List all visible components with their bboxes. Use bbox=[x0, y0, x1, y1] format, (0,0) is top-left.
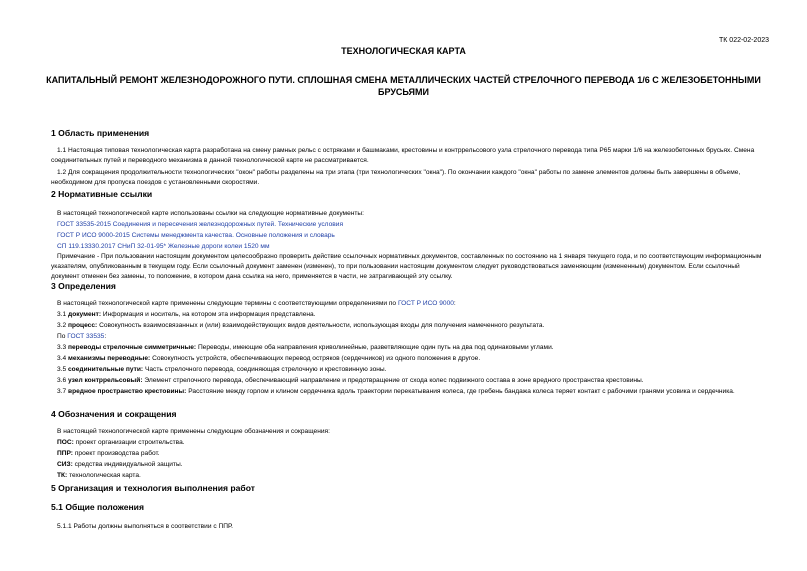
abbr-siz bbox=[57, 460, 183, 470]
abbr-siz-definition: средства индивидуальной защиты. bbox=[74, 461, 183, 468]
section-1-paragraph-1: 1.1 Настоящая типовая технологическая карта разработана на смену рамных рельс с остряками и башмаками, крестовины и контррельсового узла стрелочного перевода типа Р65 марки 1/6 на железобетонных брусьях. Смена соединительных путей и переводного механизма в данной технологической карте не рассматривается. bbox=[51, 147, 755, 164]
section-2-intro: В настоящей технологической карте использованы ссылки на следующие нормативные документы: bbox=[57, 210, 364, 217]
term-3-2-number: 3.2 bbox=[57, 322, 67, 329]
term-3-1-number: 3.1 bbox=[57, 311, 67, 318]
term-3-1-term: документ: bbox=[68, 311, 102, 318]
source-prefix: По bbox=[57, 333, 66, 340]
term-3-1 bbox=[57, 310, 316, 320]
term-3-2 bbox=[57, 321, 544, 331]
term-3-5-number: 3.5 bbox=[57, 366, 67, 373]
source-gost-33535 bbox=[57, 332, 106, 342]
abbr-tk bbox=[57, 471, 141, 481]
section-1-heading: 1 Область применения bbox=[51, 128, 150, 138]
term-3-5 bbox=[57, 365, 386, 375]
abbr-pos-term: ПОС: bbox=[57, 439, 74, 446]
term-3-6-number: 3.6 bbox=[57, 377, 67, 384]
abbr-tk-term: ТК: bbox=[57, 472, 68, 479]
section-3-intro-text: В настоящей технологической карте применены следующие термины с соответствующими определениями по bbox=[57, 300, 397, 307]
section-5-heading: 5 Организация и технология выполнения работ bbox=[51, 483, 255, 493]
abbr-ppr-term: ППР: bbox=[57, 450, 73, 457]
abbr-pos-definition: проект организации строительства. bbox=[75, 439, 185, 446]
term-3-5-term: соединительные пути: bbox=[68, 366, 144, 373]
section-2-note: Примечание - При пользовании настоящим документом целесообразно проверить действие ссылочных нормативных документов, составленных по состоянию на 1 января текущего года, и по соответствующим информационным указателям, опубликованным в текущем году. Если ссылочный документ заменен (изменен), то при пользовании настоящим документом следует руководствоваться заменяющим (измененным) документом. Если ссылочный документ отменен без замены, то положение, в котором дана ссылка на него, применяется в части, не затрагивающей эту ссылку. bbox=[51, 253, 762, 280]
term-3-4-definition: Совокупность устройств, обеспечивающих перевод остряков (сердечников) из одного положения в другое. bbox=[152, 355, 481, 362]
term-3-7-term: вредное пространство крестовины: bbox=[68, 388, 187, 395]
term-3-3-definition: Переводы, имеющие оба направления криволинейные, разветвляющие один путь на два под одинаковыми углами. bbox=[197, 344, 554, 351]
section-4-heading: 4 Обозначения и сокращения bbox=[51, 409, 177, 419]
term-3-2-term: процесс: bbox=[68, 322, 98, 329]
normative-link-1[interactable]: ГОСТ 33535-2015 Соединения и пересечения железнодорожных путей. Технические условия bbox=[57, 221, 344, 228]
source-colon: : bbox=[104, 333, 107, 340]
term-3-7-number: 3.7 bbox=[57, 388, 67, 395]
gost-iso-9000-link[interactable]: ГОСТ Р ИСО 9000 bbox=[397, 300, 454, 307]
term-3-3 bbox=[57, 343, 554, 353]
document-subtitle: КАПИТАЛЬНЫЙ РЕМОНТ ЖЕЛЕЗНОДОРОЖНОГО ПУТИ. СПЛОШНАЯ СМЕНА МЕТАЛЛИЧЕСКИХ ЧАСТЕЙ СТРЕЛОЧНОГО ПЕРЕВОДА 1/6 С ЖЕЛЕЗОБЕТОННЫМИ БРУСЬЯМИ bbox=[46, 75, 761, 97]
gost-33535-link[interactable]: ГОСТ 33535 bbox=[67, 333, 105, 340]
term-3-4-term: механизмы переводные: bbox=[68, 355, 151, 362]
abbr-ppr-definition: проект производства работ. bbox=[74, 450, 160, 457]
term-3-6 bbox=[57, 376, 644, 386]
term-3-1-definition: Информация и носитель, на котором эта информация представлена. bbox=[102, 311, 316, 318]
document-number: ТК 022-02-2023 bbox=[719, 37, 769, 44]
abbr-siz-term: СИЗ: bbox=[57, 461, 73, 468]
term-3-7 bbox=[51, 387, 767, 397]
term-3-4-number: 3.4 bbox=[57, 355, 67, 362]
term-3-2-definition: Совокупность взаимосвязанных и (или) взаимодействующих видов деятельности, использующая входы для получения намеченного результата. bbox=[99, 322, 545, 329]
term-3-6-definition: Элемент стрелочного перевода, обеспечивающий направление и предотвращение от схода колес подвижного состава в зоне вредного пространства крестовины. bbox=[144, 377, 644, 384]
section-2-heading: 2 Нормативные ссылки bbox=[51, 189, 153, 199]
section-5-1-1-paragraph: 5.1.1 Работы должны выполняться в соответствии с ППР. bbox=[57, 523, 233, 530]
term-3-6-term: узел контррельсовый: bbox=[68, 377, 143, 384]
normative-link-3[interactable]: СП 119.13330.2017 СНиП 32-01-95* Железные дороги колеи 1520 мм bbox=[57, 243, 270, 250]
term-3-7-definition: Расстояние между горлом и клином сердечника вдоль траектории перекатывания колеса, где гребень бандажа колеса теряет контакт с рабочими гранями усовика и сердечника. bbox=[188, 388, 735, 395]
term-3-5-definition: Часть стрелочного перевода, соединяющая стрелочную и крестовинную зоны. bbox=[144, 366, 387, 373]
document-title: ТЕХНОЛОГИЧЕСКАЯ КАРТА bbox=[341, 46, 466, 56]
intro-colon: : bbox=[453, 300, 456, 307]
section-3-intro bbox=[57, 299, 456, 309]
abbr-tk-definition: технологическая карта. bbox=[69, 472, 141, 479]
section-1-paragraph-2: 1.2 Для сокращения продолжительности технологических "окон" работы разделены на три этапа (три технологических "окна"). По окончании каждого "окна" работы по замене элементов должны быть завершены в объеме, необходимом для пропуска поездов с установленными скоростями. bbox=[51, 169, 741, 186]
term-3-3-term: переводы стрелочные симметричные: bbox=[68, 344, 197, 351]
abbr-ppr bbox=[57, 449, 160, 459]
section-5-1-heading: 5.1 Общие положения bbox=[51, 502, 144, 512]
section-3-heading: 3 Определения bbox=[51, 281, 116, 291]
section-4-intro: В настоящей технологической карте применены следующие обозначения и сокращения: bbox=[57, 428, 330, 435]
term-3-3-number: 3.3 bbox=[57, 344, 67, 351]
normative-link-2[interactable]: ГОСТ Р ИСО 9000-2015 Системы менеджмента качества. Основные положения и словарь bbox=[57, 232, 335, 239]
abbr-pos bbox=[57, 438, 185, 448]
term-3-4 bbox=[57, 354, 480, 364]
